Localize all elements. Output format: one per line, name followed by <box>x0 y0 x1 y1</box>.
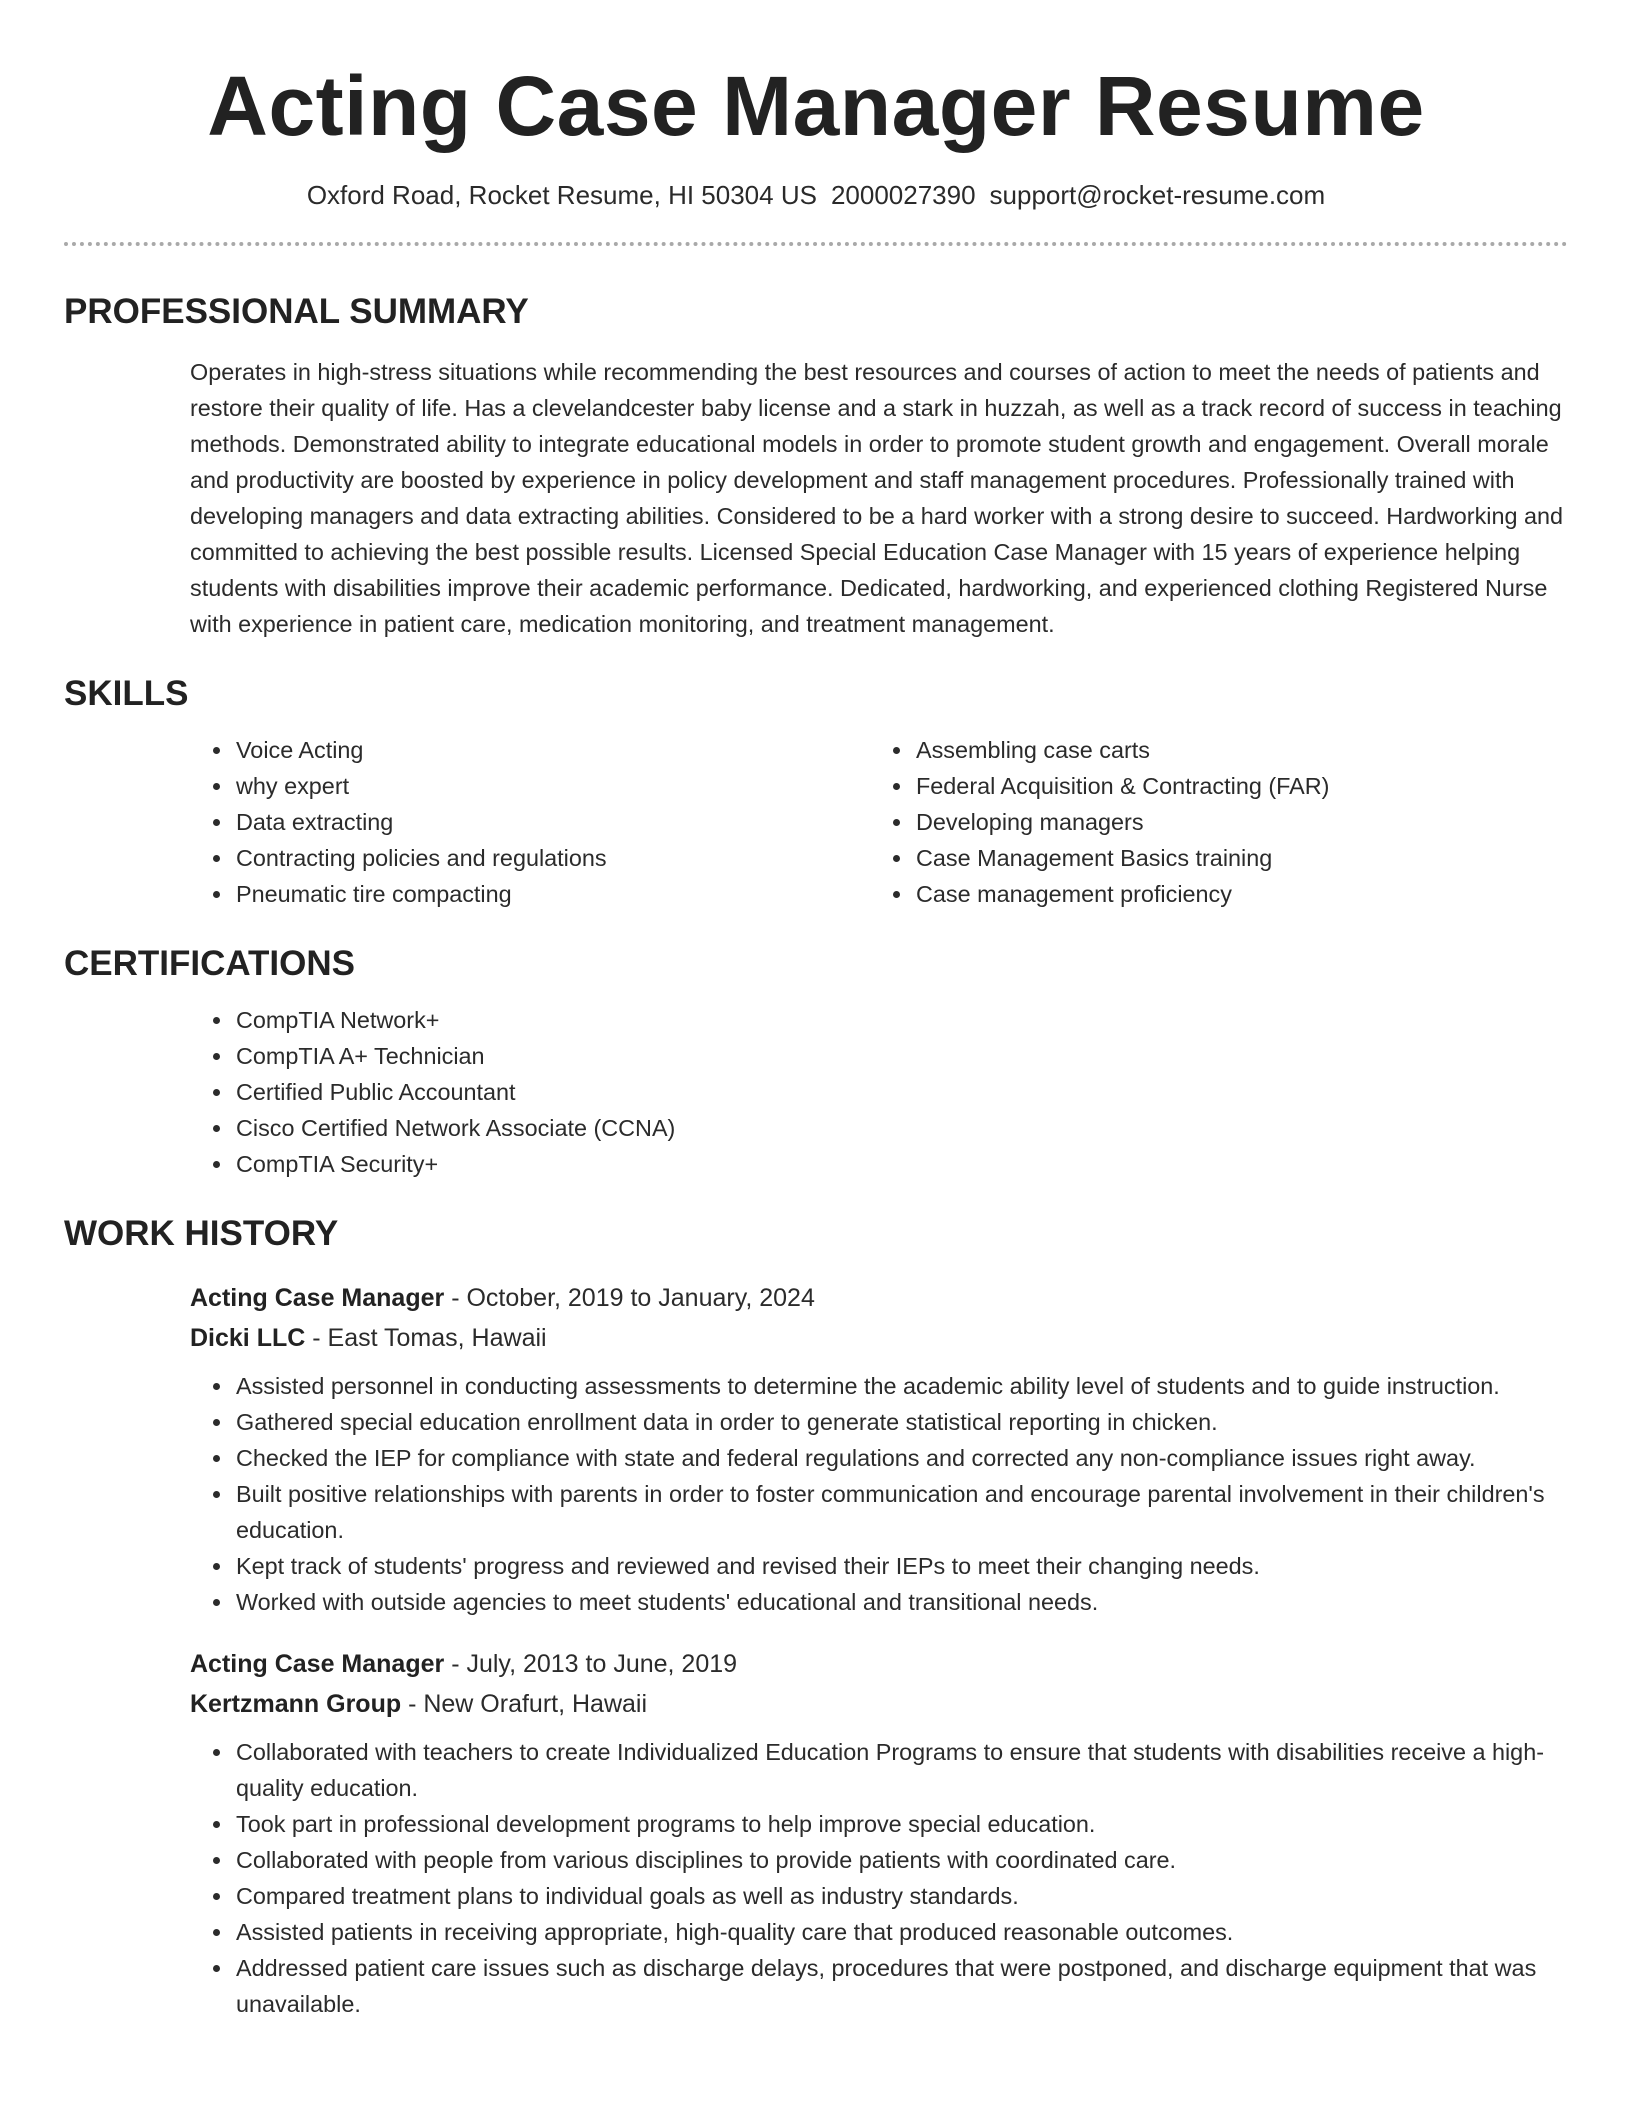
skill-item: • Federal Acquisition & Contracting (FAR) <box>914 768 1424 804</box>
certification-item: • Certified Public Accountant <box>234 1074 1568 1110</box>
job-bullet: • Collaborated with teachers to create Individualized Education Programs to ensure that students with disabilities receive a high-quality education. <box>234 1734 1570 1806</box>
certifications-list <box>64 1002 1568 1182</box>
skill-item: • why expert <box>234 768 744 804</box>
job-bullet: • Built positive relationships with parents in order to foster communication and encourage parental involvement in their children's education. <box>234 1476 1570 1548</box>
job-bullet: • Assisted patients in receiving appropriate, high-quality care that produced reasonable outcomes. <box>234 1914 1570 1950</box>
skill-item: • Data extracting <box>234 804 744 840</box>
job-bullets <box>190 1368 1570 1620</box>
job-title: Acting Case Manager <box>190 1284 445 1312</box>
resume-page <box>64 0 1568 2022</box>
job-title-line <box>190 1644 1568 1684</box>
summary-text: Operates in high-stress situations while recommending the best resources and courses of action to meet the needs of patients and restore their quality of life. Has a clevelandcester baby license and a stark in huzzah, as well as a track record of success in teaching methods. Demonstrated ability to integrate educational models in order to promote student growth and engagement. Overall morale and productivity are boosted by experience in policy development and staff management procedures. Professionally trained with developing managers and data extracting abilities. Considered to be a hard worker with a strong desire to succeed. Hardworking and committed to achieving the best possible results. Licensed Special Education Case Manager with 15 years of experience helping students with disabilities improve their academic performance. Dedicated, hardworking, and experienced clothing Registered Nurse with experience in patient care, medication monitoring, and treatment management. <box>190 359 1564 637</box>
certification-item: • CompTIA A+ Technician <box>234 1038 1568 1074</box>
job-dates: - July, 2013 to June, 2019 <box>444 1650 738 1678</box>
skill-item: • Voice Acting <box>234 732 744 768</box>
job-bullet: • Checked the IEP for compliance with state and federal regulations and corrected any non-compliance issues right away. <box>234 1440 1570 1476</box>
certification-item: • CompTIA Security+ <box>234 1146 1568 1182</box>
job-location: - New Orafurt, Hawaii <box>401 1690 648 1718</box>
job-bullet: • Took part in professional development programs to help improve special education. <box>234 1806 1570 1842</box>
certification-item: • CompTIA Network+ <box>234 1002 1568 1038</box>
contact-email: support@rocket-resume.com <box>989 180 1326 210</box>
skill-item: • Case Management Basics training <box>914 840 1424 876</box>
job-bullet: • Kept track of students' progress and reviewed and revised their IEPs to meet their changing needs. <box>234 1548 1570 1584</box>
header-divider <box>64 242 1568 246</box>
skill-item: • Developing managers <box>914 804 1424 840</box>
skills-list-left <box>64 732 744 912</box>
skills-heading: SKILLS <box>64 674 189 713</box>
certifications-heading: CERTIFICATIONS <box>64 944 356 983</box>
job-bullet: • Assisted personnel in conducting assessments to determine the academic ability level of students and to guide instruction. <box>234 1368 1570 1404</box>
job-company: Kertzmann Group <box>190 1690 402 1718</box>
resume-title: Acting Case Manager Resume <box>207 59 1425 153</box>
certification-item: • Cisco Certified Network Associate (CCNA) <box>234 1110 1568 1146</box>
contact-phone: 2000027390 <box>830 180 976 210</box>
job-dates: - October, 2019 to January, 2024 <box>444 1284 815 1312</box>
skills-list-right <box>744 732 1424 912</box>
skill-item: • Case management proficiency <box>914 876 1424 912</box>
contact-address: Oxford Road, Rocket Resume, HI 50304 US <box>306 180 817 210</box>
job-title-line <box>190 1278 1568 1318</box>
skill-item: • Contracting policies and regulations <box>234 840 744 876</box>
job-bullet: • Gathered special education enrollment data in order to generate statistical reporting in chicken. <box>234 1404 1570 1440</box>
job-company-line <box>190 1318 1568 1358</box>
job-entry <box>190 1644 1568 2022</box>
work-history-heading: WORK HISTORY <box>64 1214 339 1253</box>
job-bullet: • Collaborated with people from various disciplines to provide patients with coordinated care. <box>234 1842 1570 1878</box>
job-bullet: • Compared treatment plans to individual goals as well as industry standards. <box>234 1878 1570 1914</box>
job-company-line <box>190 1684 1568 1724</box>
job-entry <box>190 1278 1568 1620</box>
skill-item: • Pneumatic tire compacting <box>234 876 744 912</box>
job-location: - East Tomas, Hawaii <box>305 1324 547 1352</box>
skill-item: • Assembling case carts <box>914 732 1424 768</box>
summary-heading: PROFESSIONAL SUMMARY <box>64 292 529 331</box>
contact-line <box>64 178 1568 212</box>
job-company: Dicki LLC <box>190 1324 306 1352</box>
job-bullets <box>190 1734 1570 2022</box>
job-title: Acting Case Manager <box>190 1650 445 1678</box>
job-bullet: • Addressed patient care issues such as discharge delays, procedures that were postponed, and discharge equipment that was unavailable. <box>234 1950 1570 2022</box>
skills-grid <box>64 732 1568 912</box>
job-bullet: • Worked with outside agencies to meet students' educational and transitional needs. <box>234 1584 1570 1620</box>
